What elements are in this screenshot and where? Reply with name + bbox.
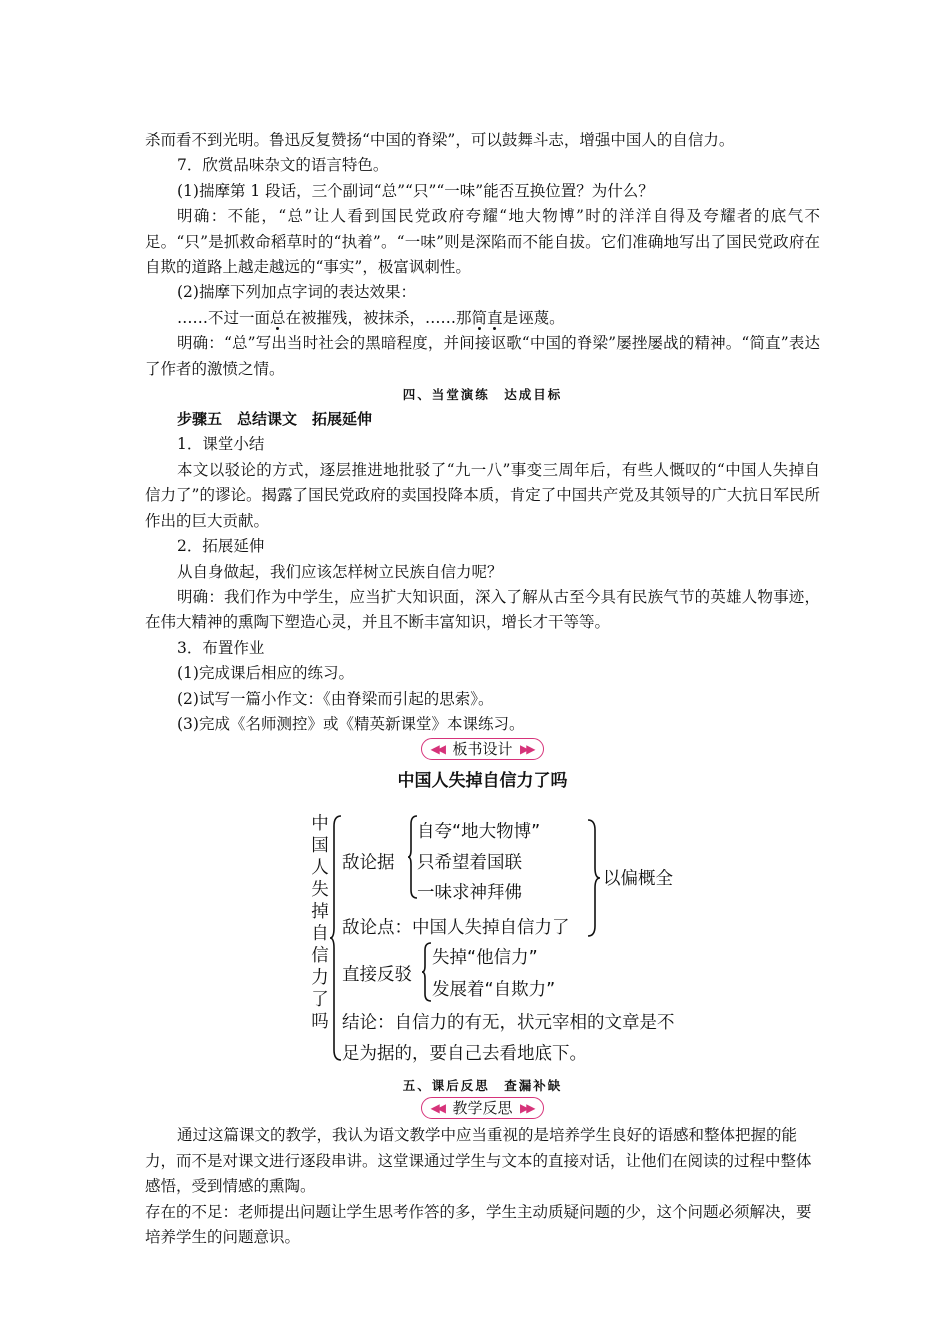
- enemy-argument-label: 敌论据: [342, 853, 395, 874]
- direct-refute-label: 直接反驳: [342, 965, 412, 986]
- blackboard-design: [145, 762, 820, 1065]
- homework-heading: 3．布置作业: [177, 638, 265, 657]
- reflection-shortcoming: 存在的不足：老师提出问题让学生思考作答的多，学生主动质疑问题的少，这个问题必须解决，要培养学生的问题意识。: [145, 1202, 812, 1246]
- section-heading-4: 四、当堂演练 达成目标: [402, 387, 563, 403]
- conclusion-line: 结论：自信力的有无，状元宰相的文章是不: [342, 1013, 675, 1034]
- refute-item: 发展着“自欺力”: [432, 980, 556, 1001]
- sub-question-2: (2)揣摩下列加点字词的表达效果：: [177, 283, 416, 302]
- argument-item: 只希望着国联: [417, 853, 522, 874]
- argument-item: 一味求神拜佛: [417, 883, 522, 904]
- quote-line: ……不过一面总在被摧残，被抹杀，……那简直是诬蔑。: [177, 308, 565, 327]
- left-arrows-icon: ◀◀: [430, 1101, 443, 1116]
- paragraph-line: 杀而看不到光明。鲁迅反复赞扬“中国的脊梁”，可以鼓舞斗志，增强中国人的自信力。: [145, 131, 735, 149]
- dotted-char: 总: [270, 308, 286, 327]
- refute-item: 失掉“他信力”: [432, 948, 538, 969]
- board-title: 中国人失掉自信力了吗: [397, 771, 568, 792]
- homework-item: (1)完成课后相应的练习。: [177, 664, 354, 683]
- teaching-reflection-banner: ◀◀ 教学反思 ▶▶: [145, 1097, 820, 1121]
- answer-2: 明确：“总”写出当时社会的黑暗程度，并间接讴歌“中国的脊梁”屡挫屡战的精神。“简直”表达了作者的激愤之情。: [145, 334, 820, 378]
- right-arrows-icon: ▶▶: [520, 1101, 533, 1116]
- main-brace-icon: [329, 814, 343, 1062]
- extend-answer: 明确：我们作为中学生，应当扩大知识面，深入了解从古至今具有民族气节的英雄人物事迹，在伟大精神的熏陶下塑造心灵，并且不断丰富知识，增长才干等等。: [145, 587, 820, 632]
- answer-1: 明确：不能，“总”让人看到国民党政府夸耀“地大物博”时的洋洋自得及夸耀者的底气不足。“只”是抓救命稻草时的“执着”。“一味”则是深陷而不能自拔。它们准确地写出了国民党政府在自欺的道路上越走越远的“事实”，极富讽刺性。: [145, 207, 820, 277]
- conclusion-brace-icon: [586, 818, 602, 938]
- conclusion-line: 足为据的，要自己去看地底下。: [342, 1044, 587, 1065]
- partial-generalization: 以偏概全: [603, 869, 673, 890]
- question-7: 7．欣赏品味杂文的语言特色。: [177, 156, 389, 175]
- summary-text: 本文以驳论的方式，逐层推进地批驳了“九一八”事变三周年后，有些人慨叹的“中国人失掉自信力了”的谬论。揭露了国民党政府的卖国投降本质，肯定了中国共产党及其领导的广大抗日军民所作出的巨大贡献。: [145, 460, 820, 530]
- extend-question: 从自身做起，我们应该怎样树立民族自信力呢？: [177, 562, 503, 581]
- reflection-paragraph: 通过这篇课文的教学，我认为语文教学中应当重视的是培养学生良好的语感和整体把握的能力，而不是对课文进行逐段串讲。这堂课通过学生与文本的直接对话，让他们在阅读的过程中整体感悟，受到情感的熏陶。: [145, 1126, 812, 1196]
- document-page: [145, 128, 820, 1250]
- board-design-banner: ◀◀ 板书设计 ▶▶: [145, 738, 820, 762]
- section-heading-5: 五、课后反思 查漏补缺: [402, 1078, 563, 1094]
- homework-item: (2)试写一篇小作文：《由脊梁而引起的思索》。: [177, 689, 494, 708]
- right-arrows-icon: ▶▶: [520, 742, 533, 757]
- summary-heading: 1．课堂小结: [177, 435, 265, 454]
- left-arrows-icon: ◀◀: [430, 742, 443, 757]
- argument-item: 自夸“地大物博”: [417, 822, 541, 843]
- extend-heading: 2．拓展延伸: [177, 537, 265, 556]
- dotted-char: 简: [471, 308, 488, 327]
- sub-question-1: (1)揣摩第 1 段话，三个副词“总”“只”“一味”能否互换位置？为什么？: [177, 181, 654, 200]
- dotted-char: 直: [487, 308, 503, 327]
- vertical-title: 中国人失掉自信力了吗: [311, 814, 329, 1033]
- step-heading: 步骤五 总结课文 拓展延伸: [177, 410, 373, 429]
- homework-item: (3)完成《名师测控》或《精英新课堂》本课练习。: [177, 714, 525, 733]
- enemy-point: 敌论点：中国人失掉自信力了: [342, 918, 570, 939]
